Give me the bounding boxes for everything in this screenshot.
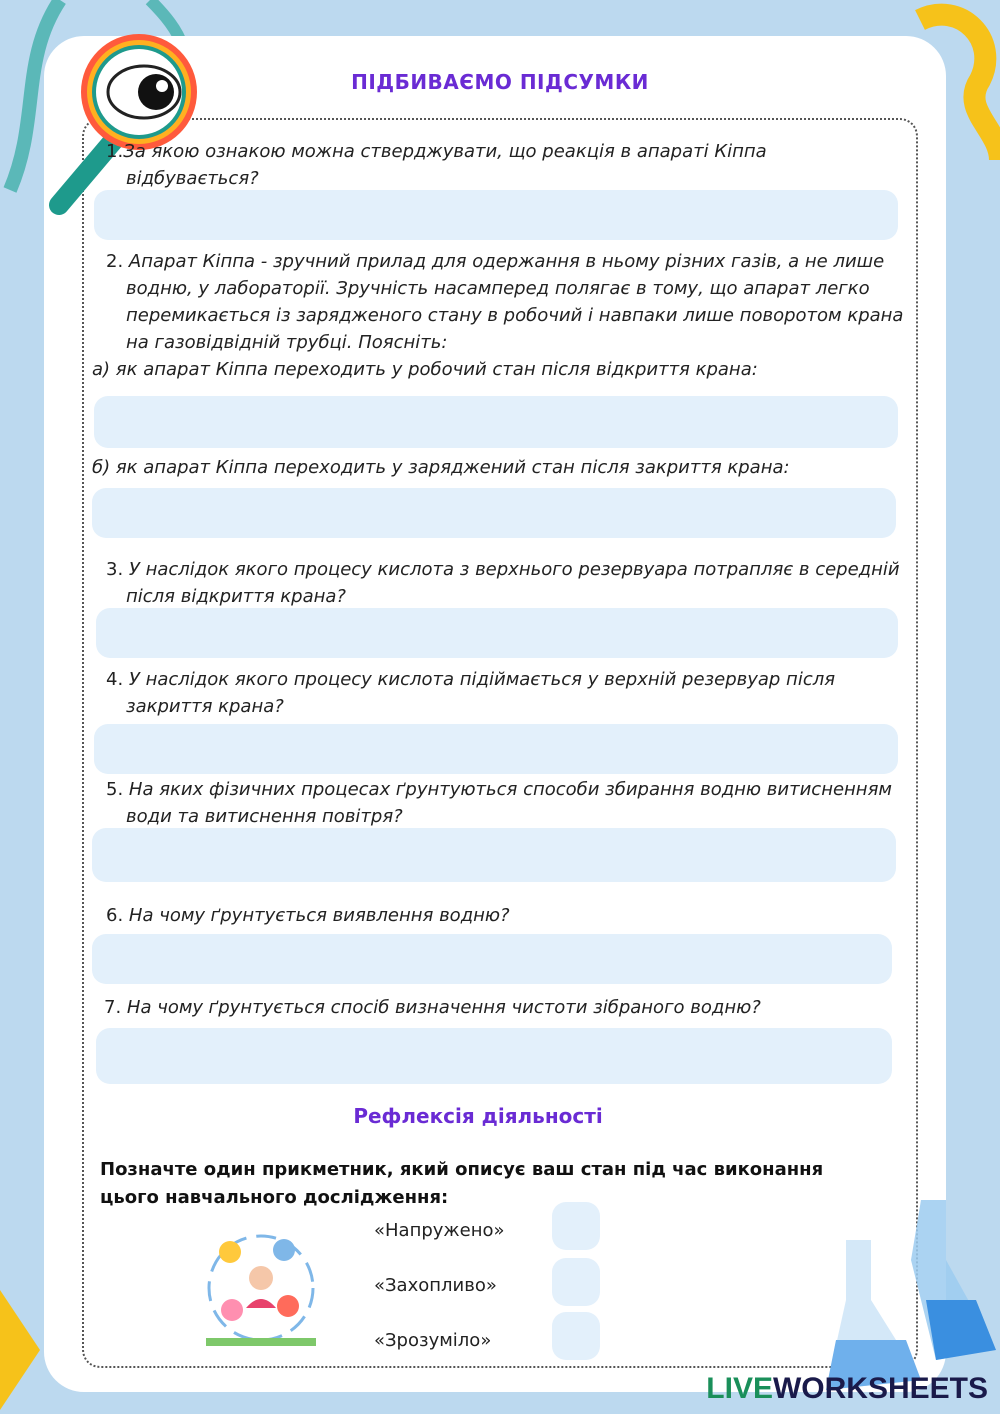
- background-shape-bottom-left: [0, 1290, 50, 1410]
- option-box-tense[interactable]: [552, 1202, 600, 1250]
- question-2b: б) як апарат Кіппа переходить у заряджений стан після закриття крана:: [92, 457, 790, 478]
- flasks-icon: [826, 1190, 1000, 1390]
- question-2a: а) як апарат Кіппа переходить у робочий стан після відкриття крана:: [92, 359, 758, 380]
- question-4: 4. У наслідок якого процесу кислота підіймається у верхній резервуар після закриття крана?: [106, 669, 836, 717]
- answer-field-2b[interactable]: [92, 488, 896, 538]
- option-box-clear[interactable]: [552, 1312, 600, 1360]
- reflection-prompt: Позначте один прикметник, який описує ваш стан під час виконання цього навчального дослідження:: [100, 1159, 824, 1208]
- question-3: 3. У наслідок якого процесу кислота з верхнього резервуара потрапляє в середній після відкриття крана?: [106, 559, 900, 607]
- question-7: 7. На чому ґрунтується спосіб визначення чистоти зібраного водню?: [104, 997, 761, 1018]
- question-6: 6. На чому ґрунтується виявлення водню?: [106, 905, 510, 926]
- option-label-exciting: «Захопливо»: [374, 1275, 497, 1296]
- option-label-tense: «Напружено»: [374, 1220, 505, 1241]
- answer-field-4[interactable]: [94, 724, 898, 774]
- question-1: 1.За якою ознакою можна стверджувати, що реакція в апараті Кіппа відбувається?: [106, 141, 767, 189]
- page-title: ПІДБИВАЄМО ПІДСУМКИ: [351, 70, 649, 94]
- reflection-title: Рефлексія діяльності: [353, 1104, 603, 1128]
- liveworksheets-logo: LIVEWORKSHEETS: [706, 1372, 988, 1405]
- question-5: 5. На яких фізичних процесах ґрунтуються способи збирання водню витисненням води та витиснення повітря?: [106, 779, 892, 827]
- emotions-illustration: [196, 1228, 326, 1354]
- answer-field-6[interactable]: [92, 934, 892, 984]
- option-box-exciting[interactable]: [552, 1258, 600, 1306]
- answer-field-1[interactable]: [94, 190, 898, 240]
- answer-field-3[interactable]: [96, 608, 898, 658]
- answer-field-7[interactable]: [96, 1028, 892, 1084]
- answer-field-2a[interactable]: [94, 396, 898, 448]
- answer-field-5[interactable]: [92, 828, 896, 882]
- option-label-clear: «Зрозуміло»: [374, 1330, 492, 1351]
- question-2: 2. Апарат Кіппа - зручний прилад для одержання в ньому різних газів, а не лише водню, у лабораторії. Зручність насамперед полягає в тому, що апарат легко перемикається із зарядженого стану в робочий і навпаки лише поворотом крана на газовідвідній трубці. Поясніть:: [106, 251, 904, 353]
